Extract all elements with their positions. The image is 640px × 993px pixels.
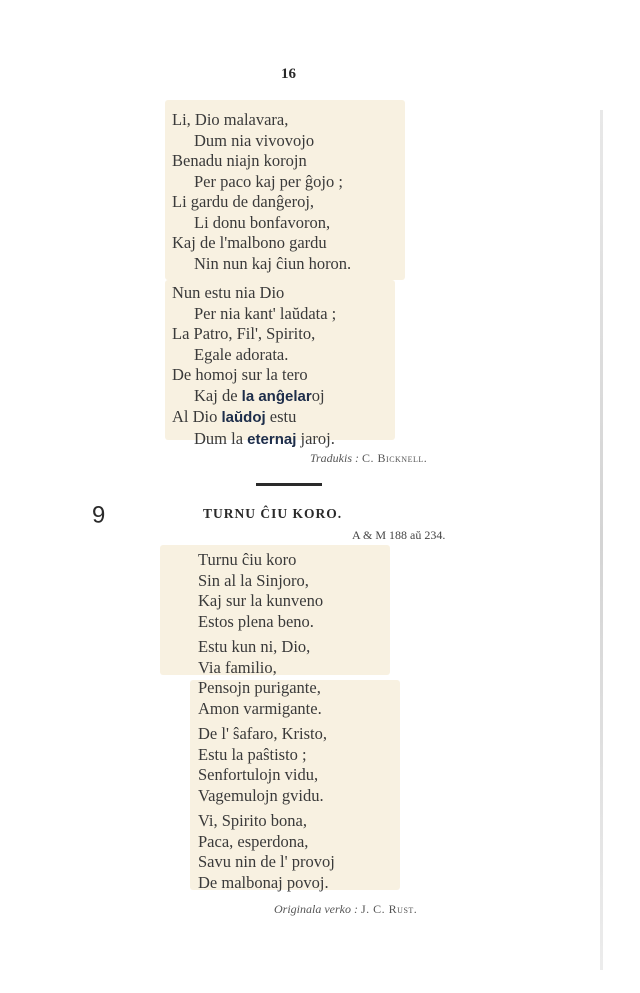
page-edge-shadow [600, 110, 603, 970]
hymn-reference: A & M 188 aŭ 234. [352, 528, 446, 542]
verse-text: Dum la [194, 428, 248, 448]
verse-line: De malbonaj povoj. [198, 872, 329, 892]
verse-text: Al Dio [172, 407, 222, 426]
verse-line: Li gardu de danĝeroj, [172, 192, 315, 211]
verse-line: Per nia kant' laŭdata ; [194, 303, 337, 323]
hymn-title: TURNU ĈIU KORO. [203, 506, 343, 521]
hymn5-stanza-2 [172, 283, 336, 450]
verse-line: Benadu niajn korojn [172, 151, 307, 170]
verse-line: Via familio, [198, 657, 277, 677]
hymn6-stanza-3 [198, 724, 327, 806]
verse-line: Li, Dio malavara, [172, 110, 289, 129]
verse-line: Amon varmigante. [198, 698, 322, 718]
verse-line: Paca, esperdona, [198, 831, 309, 851]
verse-line: Sin al la Sinjoro, [198, 570, 309, 590]
section-divider [256, 483, 322, 486]
highlighted-word: la anĝelar [241, 387, 312, 405]
credit-label: Tradukis : [310, 451, 360, 465]
verse-line: Kaj de l'malbono gardu [172, 233, 327, 252]
verse-line: De l' ŝafaro, Kristo, [198, 724, 327, 743]
highlighted-word: eternaj [247, 430, 297, 448]
verse-line: Li donu bonfavoron, [194, 212, 331, 232]
hymn6-stanza-1 [198, 550, 323, 632]
credit-label: Originala verko : [274, 902, 358, 916]
verse-text: oj [311, 385, 325, 405]
verse-line: Per paco kaj per ĝojo ; [194, 171, 343, 191]
verse-text: estu [265, 407, 297, 426]
page-number: 16 [281, 66, 296, 82]
verse-text: jaroj. [296, 428, 335, 448]
verse-line: Pensojn purigante, [198, 678, 321, 697]
verse-line: De homoj sur la tero [172, 365, 308, 384]
verse-line: Turnu ĉiu koro [198, 550, 297, 569]
verse-line: La Patro, Fil', Spirito, [172, 324, 316, 343]
verse-line: Kaj sur la kunveno [198, 591, 324, 610]
hymn-number: 6 [92, 500, 106, 527]
verse-line: Nin nun kaj ĉiun horon. [194, 253, 352, 273]
hymn5-stanza-1 [172, 110, 351, 274]
hymn6-stanza-2 [198, 637, 322, 719]
translator-credit [310, 451, 427, 466]
verse-line: Senfortulojn vidu, [198, 765, 319, 784]
verse-line: Vi, Spirito bona, [198, 811, 308, 830]
original-author-credit [274, 902, 417, 917]
verse-line [172, 407, 336, 429]
verse-text: Kaj de [194, 385, 242, 405]
hymn6-stanza-4 [198, 811, 335, 893]
credit-name: J. C. Rust. [360, 902, 418, 916]
verse-line: Savu nin de l' provoj [198, 852, 335, 871]
verse-line: Egale adorata. [194, 344, 289, 364]
verse-line [172, 386, 336, 408]
highlighted-word: laŭdoj [221, 409, 266, 426]
verse-line: Estos plena beno. [198, 611, 314, 631]
verse-line [172, 429, 336, 451]
verse-line: Dum nia vivovojo [194, 130, 315, 150]
verse-line: Estu la paŝtisto ; [198, 744, 307, 764]
verse-line: Vagemulojn gvidu. [198, 785, 324, 805]
credit-name: C. Bicknell. [362, 451, 428, 465]
verse-line: Estu kun ni, Dio, [198, 637, 311, 656]
verse-line: Nun estu nia Dio [172, 283, 285, 302]
